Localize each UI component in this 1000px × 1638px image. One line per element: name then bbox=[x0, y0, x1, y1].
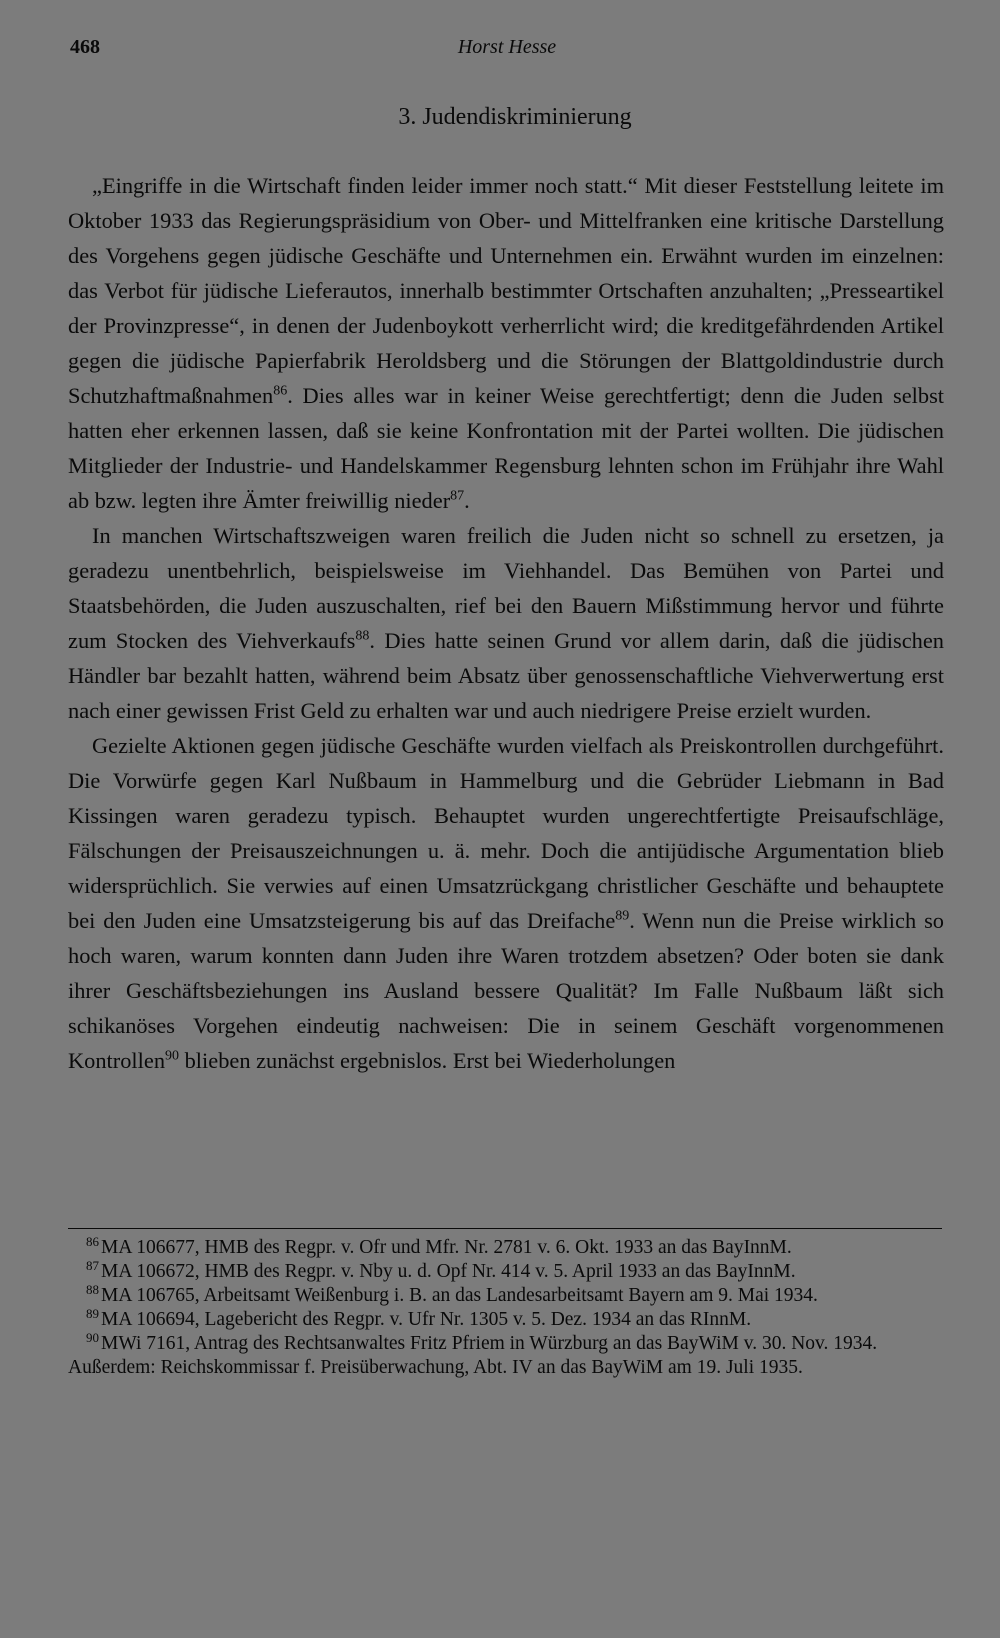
paragraph-text: . bbox=[464, 488, 470, 513]
footnote-87 bbox=[68, 1257, 944, 1284]
footnote-text: MA 106694, Lagebericht des Regpr. v. Ufr Nr. 1305 v. 5. Dez. 1934 an das RInnM. bbox=[101, 1309, 752, 1330]
footnote-88 bbox=[68, 1281, 944, 1308]
footnote-text: Außerdem: Reichskommissar f. Preisüberwachung, Abt. IV an das BayWiM am 19. Juli 1935. bbox=[68, 1357, 803, 1378]
footnote-number: 87 bbox=[86, 1257, 99, 1273]
footnote-number: 88 bbox=[86, 1281, 99, 1297]
paragraph-text: . Dies alles war in keiner Weise gerechtfertigt; denn die Juden selbst hatten eher erkennen lassen, daß sie keine Konfrontation mit der Partei wollten. Die jüdischen Mitglieder der Industrie- und Handelskammer Regensburg lehnten schon im Frühjahr ihre Wahl ab bzw. legten ihre Ämter freiwillig nieder bbox=[68, 383, 944, 513]
footnote-text: MA 106677, HMB des Regpr. v. Ofr und Mfr. Nr. 2781 v. 6. Okt. 1933 an das BayInnM. bbox=[101, 1237, 792, 1258]
paragraph-1 bbox=[68, 168, 944, 518]
footnote-text: MA 106672, HMB des Regpr. v. Nby u. d. Opf Nr. 414 v. 5. April 1933 an das BayInnM. bbox=[101, 1261, 796, 1282]
paragraph-text: „Eingriffe in die Wirtschaft finden leider immer noch statt.“ Mit dieser Feststellung leitete im Oktober 1933 das Regierungspräsidium von Ober- und Mittelfranken eine kritische Darstellung des Vorgehens gegen jüdische Geschäfte und Unternehmen ein. Erwähnt wurden im einzelnen: das Verbot für jüdische Lieferautos, innerhalb bestimmter Ortschaften anzuhalten; „Presseartikel der Provinzpresse“, in denen der Judenboykott verherrlicht wird; die kreditgefährdenden Artikel gegen die jüdische Papierfabrik Heroldsberg und die Störungen der Blattgoldindustrie durch Schutzhaftmaßnahmen bbox=[68, 173, 944, 408]
footnotes bbox=[68, 1233, 944, 1380]
section-heading: 3. Judendiskriminierung bbox=[398, 104, 632, 130]
paragraph-2 bbox=[68, 518, 944, 728]
footnote-89 bbox=[68, 1305, 944, 1332]
footnote-ref[interactable]: 90 bbox=[165, 1048, 180, 1064]
footnote-90 bbox=[68, 1329, 944, 1356]
paragraph-3 bbox=[68, 728, 944, 1078]
footnote-ref[interactable]: 88 bbox=[355, 628, 370, 644]
footnote-ref[interactable]: 89 bbox=[615, 908, 630, 924]
paragraph-text: . Dies hatte seinen Grund vor allem darin, daß die jüdischen Händler bar bezahlt hatten, während beim Absatz über genossenschaftliche Viehverwertung erst nach einer gewissen Frist Geld zu erhalten war und auch niedrigere Preise erzielt wurden. bbox=[68, 628, 944, 723]
footnote-number: 86 bbox=[86, 1233, 99, 1249]
paragraph-text: . Wenn nun die Preise wirklich so hoch waren, warum konnten dann Juden ihre Waren trotzdem absetzen? Oder boten sie dank ihrer Geschäftsbeziehungen ins Ausland bessere Qualität? Im Falle Nußbaum läßt sich schikanöses Vorgehen eindeutig nachweisen: Die in seinem Geschäft vorgenommenen Kontrollen bbox=[68, 908, 944, 1073]
footnote-ref[interactable]: 87 bbox=[450, 488, 465, 504]
body-text bbox=[68, 168, 944, 1078]
footnote-number: 89 bbox=[86, 1305, 99, 1321]
paragraph-text: In manchen Wirtschaftszweigen waren freilich die Juden nicht so schnell zu ersetzen, ja geradezu unentbehrlich, beispielsweise im Viehhandel. Das Bemühen von Partei und Staatsbehörden, die Juden auszuschalten, rief bei den Bauern Mißstimmung hervor und führte zum Stocken des Viehverkaufs bbox=[68, 523, 944, 653]
paragraph-text: blieben zunächst ergebnislos. Erst bei Wiederholungen bbox=[179, 1048, 676, 1073]
running-header bbox=[70, 36, 944, 66]
footnote-90-continued bbox=[68, 1356, 944, 1380]
footnote-text: MWi 7161, Antrag des Rechtsanwaltes Fritz Pfriem in Würzburg an das BayWiM v. 30. Nov. 1934. bbox=[101, 1333, 878, 1354]
footnote-ref[interactable]: 86 bbox=[273, 383, 288, 399]
footnote-divider bbox=[68, 1228, 942, 1229]
footnote-text: MA 106765, Arbeitsamt Weißenburg i. B. an das Landesarbeitsamt Bayern am 9. Mai 1934. bbox=[101, 1285, 818, 1306]
paragraph-text: Gezielte Aktionen gegen jüdische Geschäfte wurden vielfach als Preiskontrollen durchgeführt. Die Vorwürfe gegen Karl Nußbaum in Hammelburg und die Gebrüder Liebmann in Bad Kissingen waren geradezu typisch. Behauptet wurden ungerechtfertigte Preisaufschläge, Fälschungen der Preisauszeichnungen u. ä. mehr. Doch die antijüdische Argumentation blieb widersprüchlich. Sie verwies auf einen Umsatzrückgang christlicher Geschäfte und behauptete bei den Juden eine Umsatzsteigerung bis auf das Dreifache bbox=[68, 733, 944, 933]
running-title: Horst Hesse bbox=[457, 36, 557, 58]
footnote-86 bbox=[68, 1233, 944, 1260]
page-number: 468 bbox=[70, 36, 100, 58]
footnote-number: 90 bbox=[86, 1329, 99, 1345]
